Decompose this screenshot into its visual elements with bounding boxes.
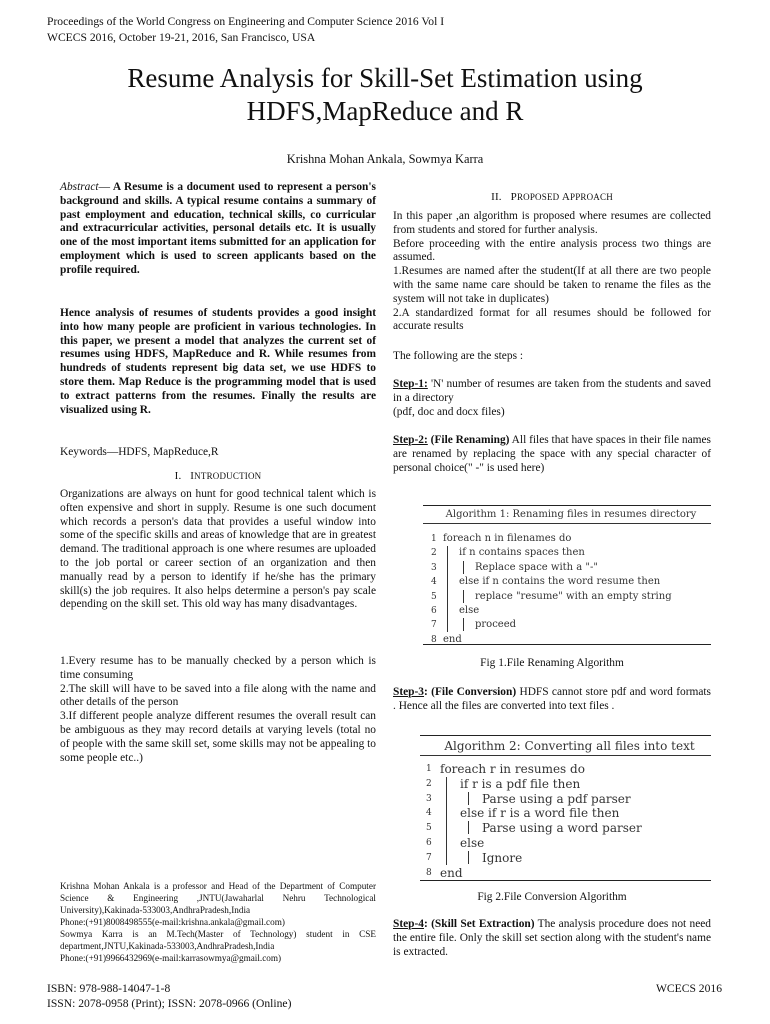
line-text: proceed xyxy=(475,619,517,631)
intro-list-item-2: 2.The skill will have to be saved into a file along with the name and other details of the person xyxy=(60,682,376,709)
intro-list-item-1: 1.Every resume has to be manually checked by a person which is time consuming xyxy=(60,655,376,681)
proposed-num: II. xyxy=(491,191,502,203)
algo2-line xyxy=(420,762,711,777)
algo2-line xyxy=(420,806,711,821)
step-2-title: (File Renaming) xyxy=(427,434,510,446)
section-heading-proposed xyxy=(393,191,711,205)
algo2-line xyxy=(420,836,711,851)
proposed-cap-first: P xyxy=(510,191,517,203)
footnote-author-2: Sowmya Karra is an M.Tech(Master of Technology) student in CSE department,JNTU,Kakinada-533003,AndhraPradesh,India xyxy=(60,929,376,951)
line-text: Replace space with a "-" xyxy=(475,561,599,573)
abstract-label: Abstract xyxy=(60,181,99,193)
line-number: 4 xyxy=(426,808,432,819)
line-text: else xyxy=(459,604,480,616)
line-number: 7 xyxy=(426,852,432,863)
proposed-body xyxy=(393,210,711,334)
footer-issn: ISSN: 2078-0958 (Print); ISSN: 2078-0966 (Online) xyxy=(47,997,292,1010)
footer-right: WCECS 2016 xyxy=(655,982,722,995)
abstract xyxy=(60,181,376,278)
footer-left xyxy=(47,981,291,1011)
header-line-1: Proceedings of the World Congress on Engineering and Computer Science 2016 Vol I xyxy=(47,15,445,28)
step-1 xyxy=(393,378,711,419)
steps-intro: The following are the steps : xyxy=(393,350,524,362)
step-4-label: Step-4 xyxy=(393,918,425,930)
proposed-cap-first-2: A xyxy=(561,191,570,203)
line-number: 2 xyxy=(426,778,432,789)
algorithm-1-body xyxy=(423,524,711,647)
algo2-line xyxy=(420,777,711,792)
step-3-label: Step-3 xyxy=(393,686,425,698)
title-line-2: HDFS,MapReduce and R xyxy=(246,96,524,126)
line-text: end xyxy=(440,865,463,880)
line-number: 3 xyxy=(426,793,432,804)
line-number: 1 xyxy=(426,764,432,774)
footnote-phone-2: Phone:(+91)9966432969(e-mail:karrasowmya@gmail.com) xyxy=(60,953,282,963)
footnote-phone-1: Phone:(+91)8008498555(e-mail:krishna.ankala@gmail.com) xyxy=(60,917,285,927)
algo1-line xyxy=(423,546,711,560)
step-2-label: Step-2: xyxy=(393,434,428,446)
algo1-block-bar xyxy=(463,590,464,603)
algorithm-2-title: Algorithm 2: Converting all files into text xyxy=(420,736,711,756)
intro-list xyxy=(60,655,376,765)
abstract-paragraph-2: Hence analysis of resumes of students provides a good insight into how many people are proficient in various technologies. In this paper, we present a model that analyzes the current set of resumes using HDFS, MapReduce and R. While resumes from hundreds of students represent big data set, we use HDFS to store them. Map Reduce is the programming model that is used to extract patterns from the resumes. Finally the results are visualized using R. xyxy=(60,307,376,416)
algo2-line xyxy=(420,851,711,866)
step-1-text: 'N' number of resumes are taken from the students and saved in a directory xyxy=(393,378,711,404)
line-number: 8 xyxy=(426,867,432,878)
step-4 xyxy=(393,918,711,959)
step-4-text: The analysis procedure does not need the entire file. Only the skill set section along with the student's name is extracted. xyxy=(393,918,711,958)
line-text: foreach n in filenames do xyxy=(443,533,572,544)
line-text: else if n contains the word resume then xyxy=(459,576,661,588)
step-1-text-2: (pdf, doc and docx files) xyxy=(393,405,505,418)
line-text: if r is a pdf file then xyxy=(460,776,581,791)
algo1-line xyxy=(423,604,711,618)
title-line-1: Resume Analysis for Skill-Set Estimation using xyxy=(127,63,643,93)
keywords: Keywords—HDFS, MapReduce,R xyxy=(60,446,219,458)
line-number: 1 xyxy=(431,534,437,544)
intro-list-item-3: 3.If different people analyze different resumes the overall result can be ambiguous as they may record details at varying levels (total no of people with the same skill set, some skills may not be appealing to some people etc..) xyxy=(60,710,376,764)
proposed-paragraph-2: Before proceeding with the entire analysis process two things are assumed. xyxy=(393,237,711,264)
line-number: 4 xyxy=(431,577,437,588)
algo2-block-bar xyxy=(468,851,469,864)
header-line-2: WCECS 2016, October 19-21, 2016, San Francisco, USA xyxy=(47,31,316,44)
proposed-item-1: 1.Resumes are named after the student(If at all there are two people with the same name care should be taken to rename the files as the system will not take in duplicates) xyxy=(393,265,711,305)
line-number: 8 xyxy=(431,634,437,645)
algo1-line xyxy=(423,575,711,589)
algo2-block-bar xyxy=(446,777,447,865)
line-text: Parse using a word parser xyxy=(482,821,642,836)
step-1-label: Step-1: xyxy=(393,378,428,390)
algo1-line xyxy=(423,590,711,604)
line-text: if n contains spaces then xyxy=(459,547,585,559)
proposed-cap-rest-1: ROPOSED xyxy=(516,192,562,202)
figure-2-caption: Fig 2.File Conversion Algorithm xyxy=(477,891,627,903)
step-2-text: All files that have spaces in their file names are renamed by replacing the space with any special character of personal choice(" -" is used here) xyxy=(393,434,711,474)
proposed-item-2: 2.A standardized format for all resumes should be followed for accurate results xyxy=(393,306,711,333)
step-2 xyxy=(393,434,711,475)
line-text: Parse using a pdf parser xyxy=(482,791,631,806)
line-number: 6 xyxy=(431,605,437,616)
algo1-line xyxy=(423,561,711,575)
algo2-line xyxy=(420,866,711,881)
algo2-line xyxy=(420,792,711,807)
abstract-text: A Resume is a document used to represent a person's background and skills. A typical resume contains a summary of past employment and education, technical skills, co curricular and extracurricular activities, personal details etc. It is usually one of the most important items submitted for an application for employment which is used to screen applicants based on the profile required. xyxy=(60,181,376,276)
intro-num: I. xyxy=(174,470,182,482)
line-text: replace "resume" with an empty string xyxy=(475,590,672,602)
algo2-block-bar xyxy=(468,792,469,805)
intro-cap-rest: NTRODUCTION xyxy=(194,471,262,481)
line-text: Ignore xyxy=(482,850,523,865)
algo1-line xyxy=(423,633,711,647)
line-text: else if r is a word file then xyxy=(460,806,620,821)
proposed-paragraph-1: In this paper ,an algorithm is proposed where resumes are collected from students and stored for further analysis. xyxy=(393,210,711,236)
intro-cap-first: I xyxy=(190,470,195,482)
line-number: 6 xyxy=(426,837,432,848)
line-number: 2 xyxy=(431,548,437,559)
line-text: end xyxy=(443,633,462,645)
line-text: foreach r in resumes do xyxy=(440,762,585,776)
algo1-line xyxy=(423,532,711,546)
author-footnote xyxy=(60,880,376,964)
algo1-block-bar xyxy=(447,546,448,632)
algo1-line xyxy=(423,618,711,632)
algorithm-2-body xyxy=(420,756,711,880)
line-number: 7 xyxy=(431,620,437,631)
footer-isbn: ISBN: 978-988-14047-1-8 xyxy=(47,982,171,995)
section-heading-introduction xyxy=(60,470,376,484)
line-number: 5 xyxy=(426,823,432,834)
footnote-author-1: Krishna Mohan Ankala is a professor and Head of the Department of Computer Science & Engineering ,JNTU(Jawaharlal Nehru Technological University),Kakinada-533003,AndhraPradesh,India xyxy=(60,881,376,915)
algo2-line xyxy=(420,821,711,836)
algorithm-2-box xyxy=(420,735,711,881)
intro-paragraph-1: Organizations are always on hunt for good technical talent which is often expensive and short in supply. Resume is one such document which records a person's data that provides a useful window into some of the specific skills and areas of knowledge that are in greatest demand. The traditional approach is one where resumes are uploaded to the job portal or career section of an organization and then manually read by a person to identify if he/she has the primary skill(s) the job requires. It also helps determine a person's pay scale depending on the skill set. This old way has many disadvantages. xyxy=(60,488,376,611)
step-3 xyxy=(393,686,711,714)
step-4-title: : (Skill Set Extraction) xyxy=(424,918,535,930)
figure-1-caption: Fig 1.File Renaming Algorithm xyxy=(480,657,624,669)
step-3-title: : (File Conversion) xyxy=(424,686,517,698)
algo1-block-bar xyxy=(463,618,464,631)
line-text: else xyxy=(460,835,485,850)
algorithm-1-box xyxy=(423,505,711,645)
proposed-cap-rest-2: PPROACH xyxy=(569,192,613,202)
paper-title xyxy=(0,62,770,128)
algorithm-1-title: Algorithm 1: Renaming files in resumes directory xyxy=(423,506,711,524)
algo1-block-bar xyxy=(463,561,464,574)
step-3-text: HDFS cannot store pdf and word formats . Hence all the files are converted into text files . xyxy=(393,686,711,712)
algo2-block-bar xyxy=(468,821,469,834)
line-number: 3 xyxy=(431,562,437,573)
authors: Krishna Mohan Ankala, Sowmya Karra xyxy=(286,152,484,166)
abstract-dash: — xyxy=(98,181,110,193)
line-number: 5 xyxy=(431,591,437,602)
proceedings-header xyxy=(47,14,444,46)
